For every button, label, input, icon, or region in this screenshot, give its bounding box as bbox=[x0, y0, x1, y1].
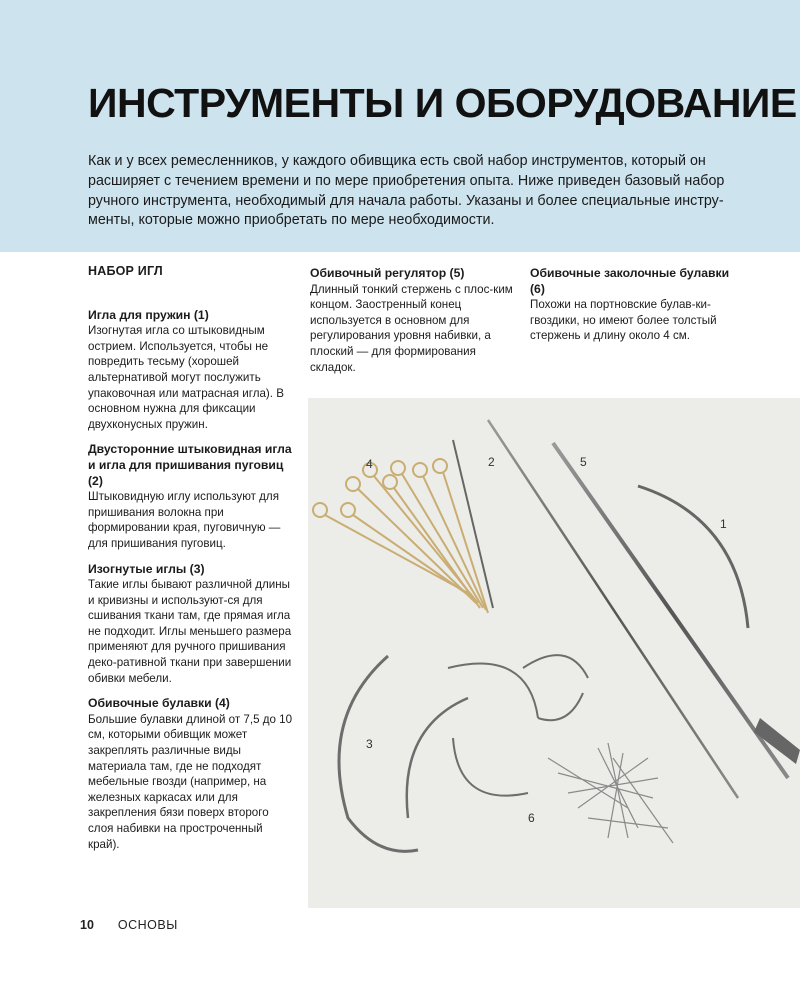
left-column bbox=[88, 264, 296, 862]
intro-paragraph: Как и у всех ремесленников, у каждого обивщика есть свой набор инструментов, который он расширяет с течением времени и по мере приобретения опыта. Ниже приведен базовый набор ручного инструмента, необходимый для начала работы. Указаны и более специальные инстру-менты, которые можно приобретать по мере необходимости. bbox=[88, 153, 725, 229]
entry-regulator bbox=[310, 266, 515, 375]
page-title: ИНСТРУМЕНТЫ И ОБОРУДОВАНИЕ bbox=[88, 80, 797, 126]
entry-text: Такие иглы бывают различной длины и кривизны и используют-ся для сшивания ткани там, где прямая игла не подходит. Иглы меньшего размера применяют для ручного пришивания деко-ративной ткани при завершении обивки мебели. bbox=[88, 578, 292, 685]
entry-curved-needles bbox=[88, 562, 296, 687]
photo-label-3: 3 bbox=[366, 737, 373, 751]
entry-spring-needle bbox=[88, 308, 296, 433]
entry-title: Обивочные булавки (4) bbox=[88, 696, 230, 711]
tools-photo bbox=[308, 398, 800, 908]
entry-title: Обивочный регулятор (5) bbox=[310, 266, 465, 280]
middle-column bbox=[310, 266, 515, 385]
entry-double-needle bbox=[88, 442, 296, 551]
photo-label-2: 2 bbox=[488, 455, 495, 469]
entry-text: Большие булавки длиной от 7,5 до 10 см, которыми обивщик может закреплять различные виды материала там, где не подходят мебельные гвозди (например, на железных каркасах или для закрепления бязи поверх второго слоя набивки на простроченный край). bbox=[88, 712, 293, 851]
entry-text: Длинный тонкий стержень с плос-ким концом. Заостренный конец используется в основном для регулирования уровня набивки, а плоский — для формирования складок. bbox=[310, 282, 513, 374]
entry-text: Похожи на портновские булав-ки-гвоздики, но имеют более толстый стержень и длину около 4 см. bbox=[530, 298, 717, 343]
section-heading: НАБОР ИГЛ bbox=[88, 264, 163, 278]
page-number: 10 bbox=[80, 918, 94, 932]
photo-label-6: 6 bbox=[528, 811, 535, 825]
entry-title: Обивочные заколочные булавки (6) bbox=[530, 266, 730, 296]
entry-title: Игла для пружин (1) bbox=[88, 307, 209, 322]
photo-label-1: 1 bbox=[720, 517, 727, 531]
footer-section-name: ОСНОВЫ bbox=[117, 918, 178, 932]
right-column bbox=[530, 266, 735, 354]
entry-title: Двусторонние штыковидная игла и игла для пришивания пуговиц (2) bbox=[88, 442, 292, 488]
entry-title: Изогнутые иглы (3) bbox=[88, 561, 205, 576]
entry-text: Изогнутая игла со штыковидным острием. Используется, чтобы не повредить тесьму (хорошей альтернативой могут послужить упаковочная или матрасная игла). В основном нужна для фиксации двухконусных пружин. bbox=[88, 324, 284, 431]
photo-label-4: 4 bbox=[366, 457, 373, 471]
photo-label-5: 5 bbox=[580, 455, 587, 469]
entry-skewer-pins bbox=[530, 266, 735, 344]
page-footer bbox=[80, 918, 178, 932]
needles-illustration bbox=[308, 398, 800, 908]
entry-upholstery-pins bbox=[88, 696, 296, 852]
entry-text: Штыковидную иглу используют для пришивания волокна при формировании края, пуговичную — для пришивания пуговиц. bbox=[88, 490, 281, 550]
